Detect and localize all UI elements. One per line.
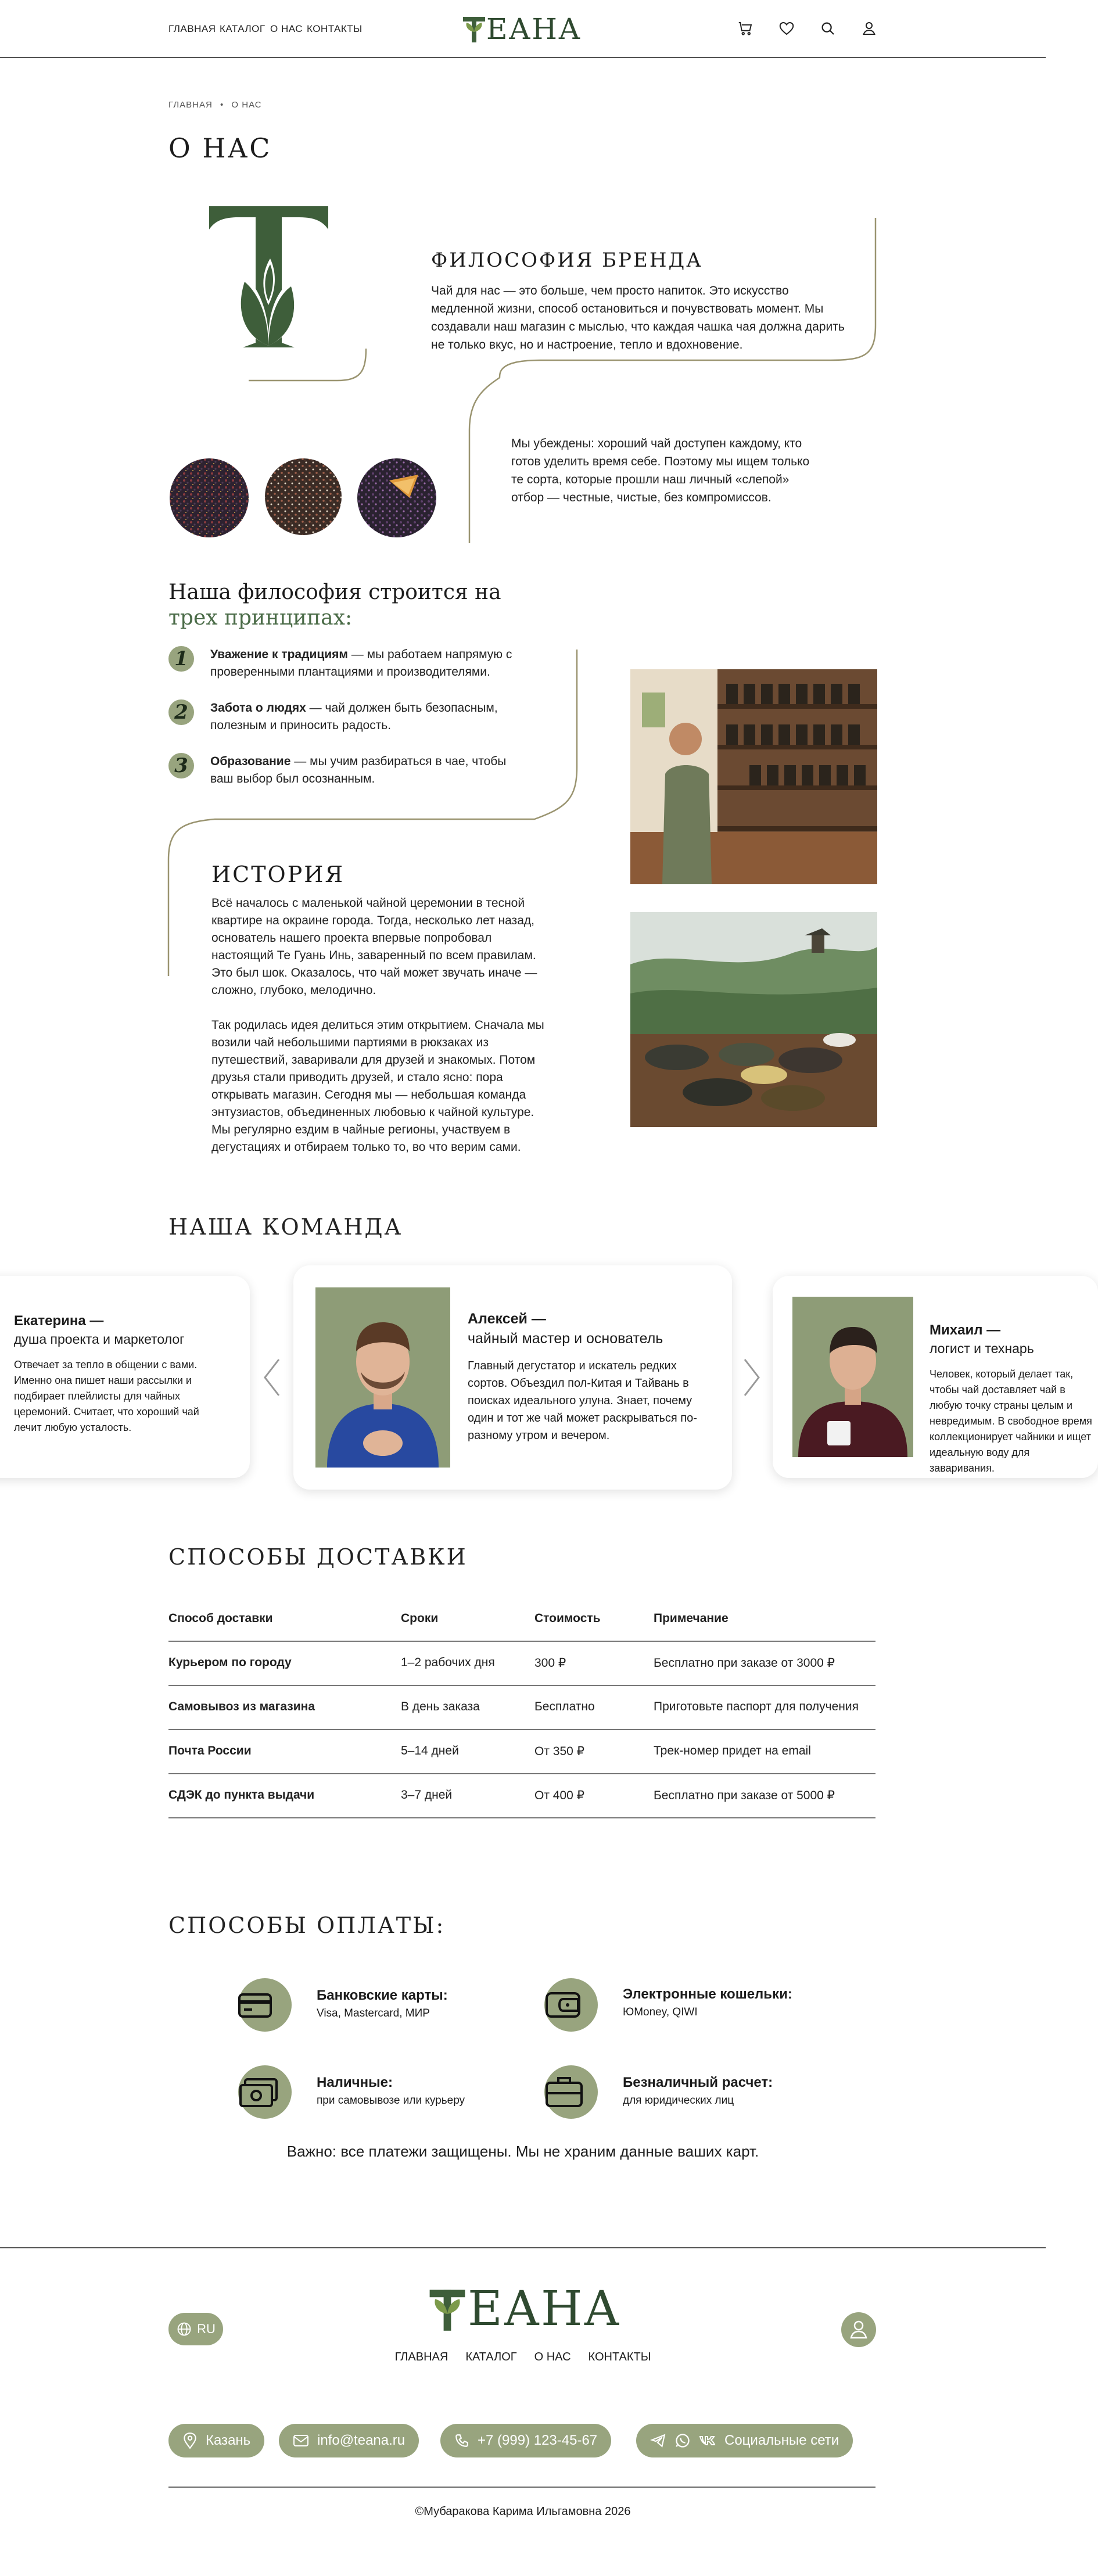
table-header-row [168, 1598, 875, 1642]
delivery-cost: От 400 ₽ [534, 1789, 585, 1802]
delivery-method: СДЭК до пункта выдачи [168, 1788, 315, 1802]
site-header [0, 0, 1046, 58]
member-photo [792, 1297, 913, 1457]
nav-home[interactable]: ГЛАВНАЯ [168, 23, 216, 34]
delivery-note: Приготовьте паспорт для получения [654, 1700, 859, 1713]
delivery-method: Самовывоз из магазина [168, 1700, 315, 1713]
member-role: чайный мастер и основатель [468, 1330, 663, 1347]
principles-list [168, 646, 517, 806]
tea-ceremony-photo [630, 912, 877, 1127]
payment-option-title: Наличные: [317, 2075, 393, 2090]
payment-title: СПОСОБЫ ОПЛАТЫ: [168, 1913, 446, 1938]
principle-text [210, 699, 518, 734]
social-label: Социальные сети [724, 2433, 839, 2448]
logo-text: ЕАНА [486, 12, 582, 46]
mail-icon [293, 2434, 309, 2447]
telegram-icon [650, 2433, 666, 2448]
social-pill[interactable] [636, 2424, 853, 2457]
briefcase-icon-badge [544, 2065, 598, 2119]
team-card-ekaterina[interactable] [0, 1276, 250, 1478]
member-role: душа проекта и маркетолог [14, 1332, 185, 1347]
wallet-icon [544, 1978, 598, 2032]
principle-bold: Забота о людях [210, 701, 306, 715]
member-name: Алексей — [468, 1311, 546, 1327]
payment-option-sub: Visa, Mastercard, МИР [317, 2007, 430, 2019]
card-icon-badge [238, 1978, 292, 2032]
delivery-cost: Бесплатно [534, 1700, 595, 1713]
payment-wallet-option [544, 1978, 835, 2032]
footer-nav-about[interactable]: О НАС [534, 2351, 571, 2363]
footer-logo[interactable] [427, 2283, 621, 2335]
breadcrumb-separator: • [220, 100, 224, 110]
member-description: Отвечает за тепло в общении с вами. Именно она пишет наши рассылки и подбирает плейлисты для чайных церемоний. Считает, что хороший чай лечит любую усталость. [14, 1359, 199, 1433]
payment-option-sub: для юридических лиц [623, 2094, 734, 2107]
principle-bold: Уважение к традициям [210, 648, 348, 661]
principle-bold: Образование [210, 755, 291, 768]
page-title: О НАС [168, 132, 272, 164]
payment-cash-option [238, 2065, 517, 2119]
globe-icon [176, 2321, 192, 2337]
footer-nav-contacts[interactable]: КОНТАКТЫ [588, 2351, 651, 2363]
whatsapp-icon [674, 2433, 691, 2449]
phone-label: +7 (999) 123-45-67 [478, 2433, 598, 2448]
team-title: НАША КОМАНДА [168, 1214, 403, 1240]
delivery-time: 1–2 рабочих дня [401, 1656, 495, 1669]
footer-bottom-divider [168, 2487, 875, 2488]
logo-t-leaf-icon [427, 2286, 468, 2333]
delivery-note: Трек-номер придет на email [654, 1744, 811, 1757]
member-role: логист и технарь [930, 1341, 1034, 1356]
delivery-time: 5–14 дней [401, 1744, 459, 1757]
table-header-cost: Стоимость [534, 1612, 601, 1625]
footer-nav-home[interactable]: ГЛАВНАЯ [394, 2351, 448, 2363]
breadcrumb-current: О НАС [231, 100, 262, 110]
tea-leaves-images [168, 457, 439, 539]
delivery-cost: От 350 ₽ [534, 1745, 585, 1758]
principle-number: 3 [168, 753, 194, 778]
card-icon [238, 1978, 292, 2032]
philosophy-text-2: Мы убеждены: хороший чай доступен каждому, кто готов уделить время себе. Поэтому мы ищем только те сорта, которые прошли наш личный «слепой» отбор — честные, чистые, без компромиссов. [511, 437, 810, 504]
email-label: info@teana.ru [317, 2433, 406, 2448]
user-icon [841, 2312, 876, 2347]
principles-title-line1: Наша философия строится на [168, 580, 501, 604]
principle-item [168, 753, 517, 806]
principle-rest: — мы учим разбираться в чае, чтобы ваш выбор был осознанным. [210, 755, 507, 785]
member-description: Главный дегустатор и искатель редких сортов. Объездил пол-Китая и Тайвань в поисках идеального улуна. Знает, почему один и тот же чай может раскрываться по-разному утром и вечером. [468, 1359, 697, 1442]
philosophy-title: ФИЛОСОФИЯ БРЕНДА [431, 249, 703, 272]
principle-rest: — мы работаем напрямую с проверенными плантациями и производителями. [210, 648, 512, 679]
brand-t-logo-icon [206, 203, 331, 349]
footer-nav-catalog[interactable]: КАТАЛОГ [465, 2351, 517, 2363]
table-header-time: Сроки [401, 1612, 439, 1625]
cart-icon[interactable] [737, 20, 754, 37]
carousel-next-icon[interactable] [741, 1357, 762, 1398]
payment-option-title: Безналичный расчет: [623, 2075, 773, 2090]
tea-shop-photo [630, 669, 877, 884]
language-label: RU [197, 2322, 216, 2336]
footer-nav [0, 2351, 1046, 2364]
phone-pill[interactable] [440, 2424, 611, 2457]
delivery-method: Почта России [168, 1744, 252, 1757]
email-pill[interactable] [279, 2424, 419, 2457]
carousel-prev-icon[interactable] [261, 1357, 282, 1398]
history-title: ИСТОРИЯ [211, 862, 345, 887]
nav-about[interactable]: О НАС [270, 23, 303, 34]
delivery-time: 3–7 дней [401, 1788, 453, 1802]
payment-cashless-option [544, 2065, 835, 2119]
principle-item [168, 646, 517, 699]
cash-icon-badge [238, 2065, 292, 2119]
search-icon[interactable] [819, 20, 837, 37]
user-icon[interactable] [860, 20, 878, 37]
delivery-time: В день заказа [401, 1700, 480, 1713]
breadcrumb [168, 100, 262, 110]
table-row [168, 1730, 875, 1774]
payment-security-note: Важно: все платежи защищены. Мы не храним данные ваших карт. [286, 2143, 759, 2160]
cash-icon [238, 2065, 292, 2119]
delivery-method: Курьером по городу [168, 1656, 292, 1669]
logo-text: ЕАНА [468, 2281, 621, 2337]
table-row [168, 1774, 875, 1818]
payment-option-title: Электронные кошельки: [623, 1986, 792, 2002]
city-label: Казань [206, 2433, 251, 2448]
payment-option-sub: при самовывозе или курьеру [317, 2094, 465, 2107]
history-text-1: Всё началось с маленькой чайной церемонии в тесной квартире на окраине города. Тогда, несколько лет назад, основатель нашего проекта впервые попробовал настоящий Те Гуань Инь, заваренный по всем правилам. Это был шок. Оказалось, что чай может звучать иначе — сложно, глубоко, мелодично. [211, 896, 537, 997]
principle-text [210, 646, 518, 681]
history-text-2: Так родилась идея делиться этим открытием. Сначала мы возили чай небольшими партиями в рюкзаках из путешествий, заваривали для друзей и знакомых. Потом друзья стали приводить друзей, и стало ясно: пора открывать магазин. Сегодня мы — небольшая команда энтузиастов, объединенных любовью к чайной культуре. Мы регулярно ездим в чайные регионы, участвуем в дегустациях и отбираем только то, во что верим сами. [211, 1018, 544, 1154]
location-pin-icon [182, 2432, 198, 2449]
principles-title [168, 580, 501, 631]
table-header-method: Способ доставки [168, 1612, 273, 1625]
principles-title-line2: трех принципах: [168, 606, 353, 630]
principle-number: 1 [168, 646, 194, 672]
phone-icon [454, 2433, 469, 2448]
principle-number: 2 [168, 699, 194, 725]
briefcase-icon [544, 2065, 598, 2119]
breadcrumb-home[interactable]: ГЛАВНАЯ [168, 100, 213, 110]
table-row [168, 1686, 875, 1730]
vk-icon [699, 2434, 716, 2448]
payment-option-sub: ЮMoney, QIWI [623, 2006, 698, 2018]
philosophy-text-1: Чай для нас — это больше, чем просто напиток. Это искусство медленной жизни, способ остановиться и почувствовать момент. Мы создавали наш магазин с мыслью, что каждая чашка чая должна дарить не только вкус, но и настроение, тепло и вдохновение. [431, 284, 845, 351]
city-pill[interactable] [168, 2424, 264, 2457]
member-name: Екатерина — [14, 1313, 104, 1329]
table-row [168, 1642, 875, 1686]
member-description: Человек, который делает так, чтобы чай доставляет чай в любую точку страны целым и невредимым. В свободное время коллекционирует чайники и ищет идеальную воду для заваривания. [930, 1368, 1092, 1474]
member-photo [315, 1287, 450, 1468]
payment-card-option [238, 1978, 517, 2032]
member-name: Михаил — [930, 1322, 1001, 1338]
copyright: ©Мубаракова Карима Ильгамовна 2026 [415, 2505, 631, 2518]
footer-account-button[interactable] [841, 2312, 876, 2347]
delivery-title: СПОСОБЫ ДОСТАВКИ [168, 1544, 468, 1570]
delivery-cost: 300 ₽ [534, 1656, 566, 1670]
payment-option-title: Банковские карты: [317, 1987, 448, 2003]
principle-text [210, 753, 518, 788]
wallet-icon-badge [544, 1978, 598, 2032]
heart-icon[interactable] [778, 20, 795, 37]
principle-rest: — чай должен быть безопасным, полезным и приносить радость. [210, 701, 498, 732]
header-logo[interactable] [462, 13, 582, 45]
table-header-note: Примечание [654, 1612, 729, 1625]
delivery-note: Бесплатно при заказе от 3000 ₽ [654, 1656, 835, 1670]
delivery-note: Бесплатно при заказе от 5000 ₽ [654, 1789, 835, 1802]
principle-item [168, 699, 517, 753]
logo-t-leaf-icon [462, 15, 486, 44]
team-card-mikhail[interactable] [773, 1276, 1098, 1478]
nav-catalog[interactable]: КАТАЛОГ [220, 23, 265, 34]
footer-divider [0, 2247, 1046, 2248]
nav-contacts[interactable]: КОНТАКТЫ [307, 23, 363, 34]
language-switcher[interactable] [168, 2313, 223, 2345]
team-card-aleksey[interactable] [293, 1265, 732, 1490]
